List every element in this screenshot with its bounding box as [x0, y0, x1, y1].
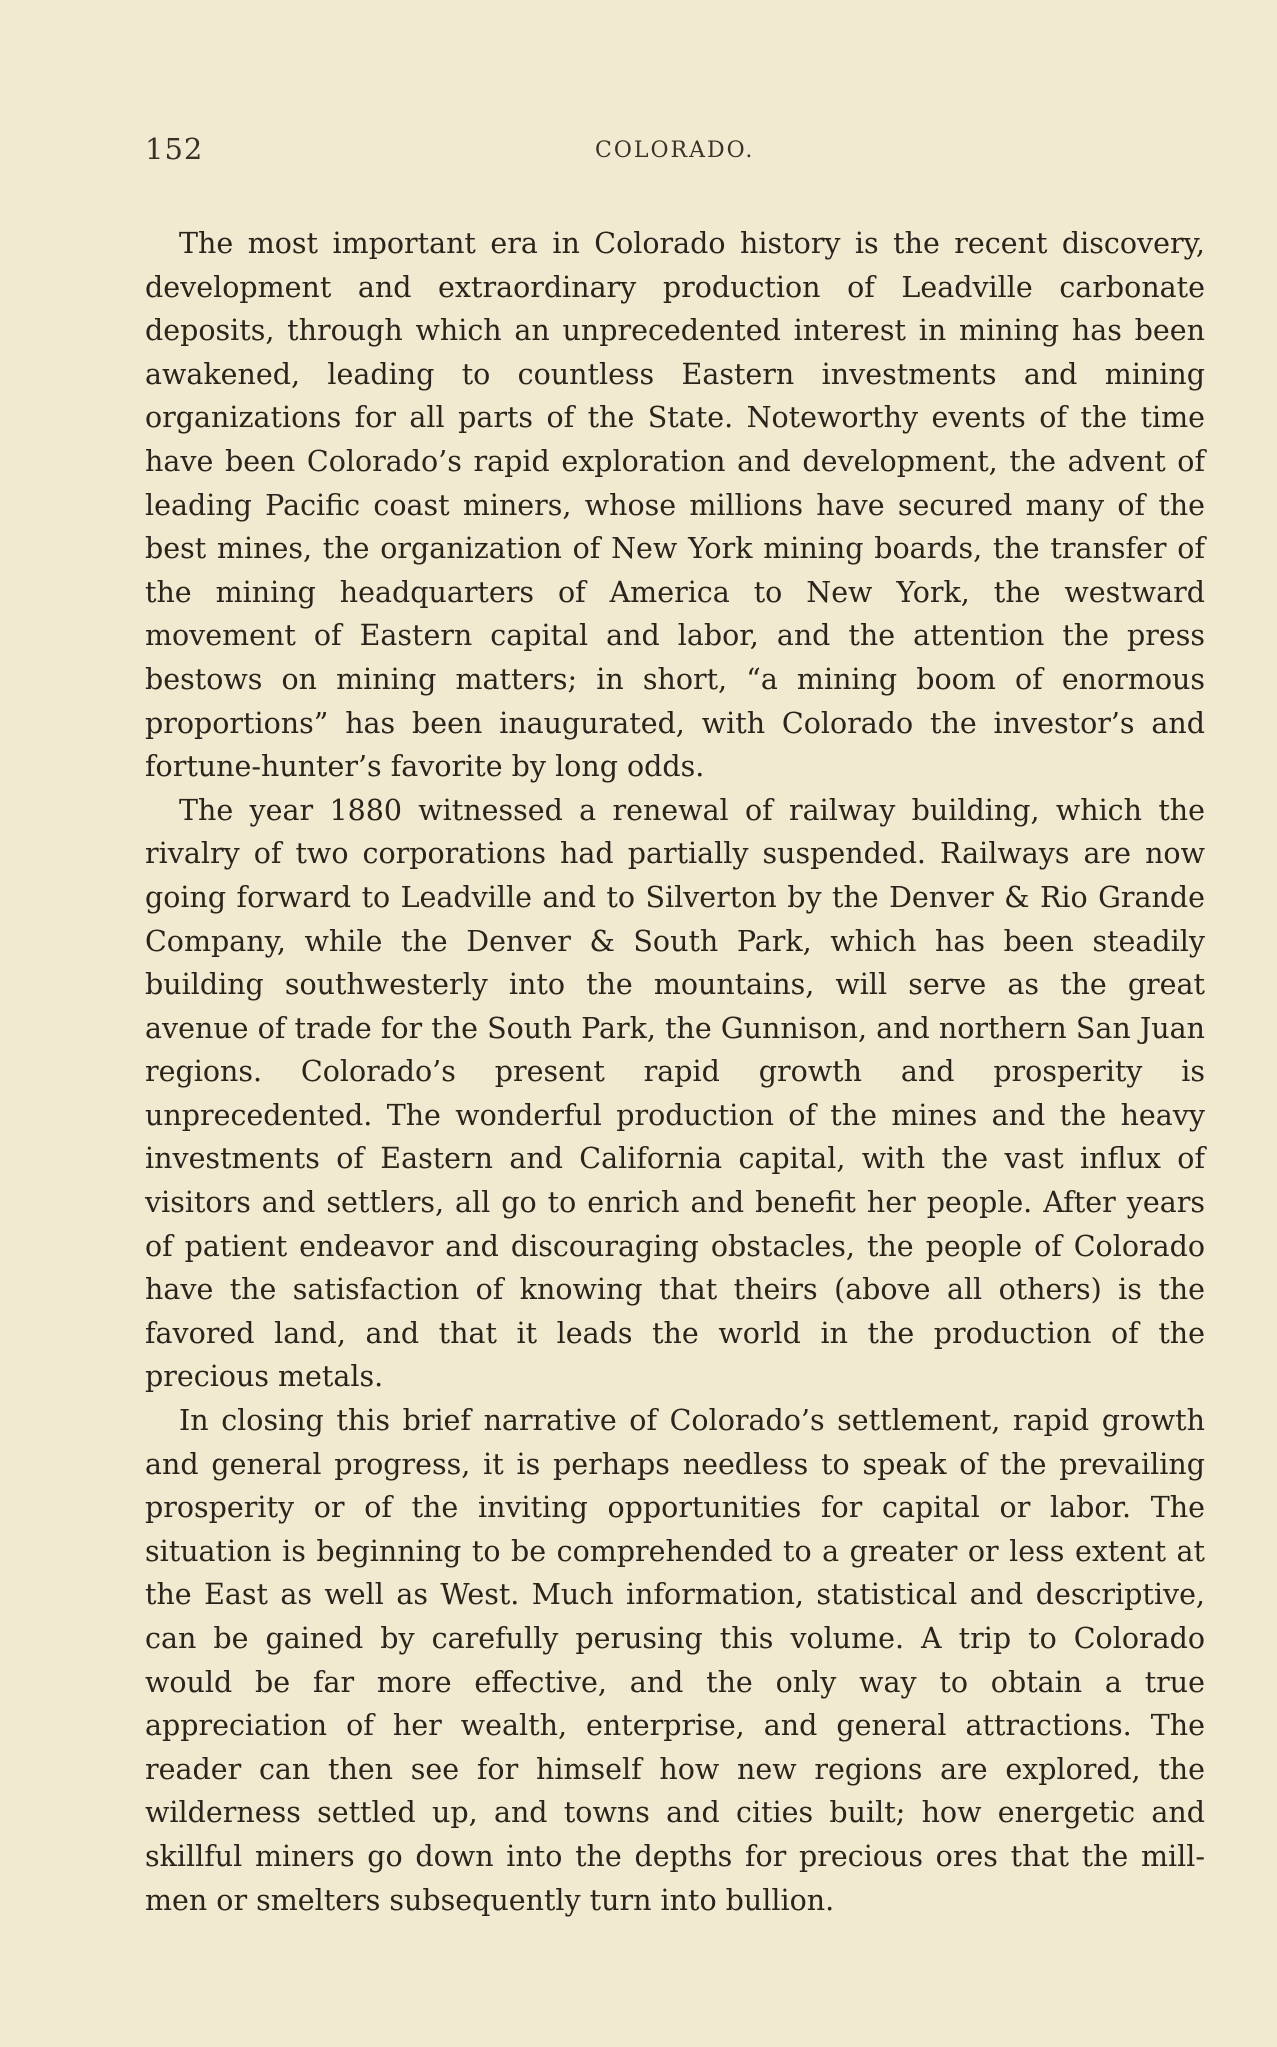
paragraph-railway-building: The year 1880 witnessed a renewal of railway building, which the rivalry of two corporations had partially suspended. Railways are now going forward to Leadville and to Silverton by the Denver & Rio Grande Company, while the Denver & South Park, which has been steadily building southwesterly into the mountains, will serve as the great avenue of trade for the South Park, the Gunnison, and northern San Juan regions. Colorado’s present rapid growth and prosperity is unprecedented. The wonderful production of the mines and the heavy investments of Eastern and California capital, with the vast influx of visitors and settlers, all go to enrich and benefit her people. After years of patient endeavor and discouraging obstacles, the people of Colorado have the satisfaction of knowing that theirs (above all others) is the favored land, and that it leads the world in the production of the precious metals. [145, 793, 1205, 1394]
body-text [145, 222, 1205, 1922]
page-header [145, 132, 1205, 172]
paragraph-leadville-era: The most important era in Colorado history is the recent discovery, development and extraordinary production of Leadville carbonate deposits, through which an unprecedented interest in mining has been awakened, leading to countless Eastern investments and mining organizations for all parts of the State. Noteworthy events of the time have been Colorado’s rapid exploration and development, the advent of leading Pacific coast miners, whose millions have secured many of the best mines, the organization of New York mining boards, the transfer of the mining headquarters of America to New York, the westward movement of Eastern capital and labor, and the attention the press bestows on mining matters; in short, “a mining boom of enormous proportions” has been inaugurated, with Colorado the investor’s and fortune-hunter’s favorite by long odds. [145, 227, 1205, 784]
running-title: COLORADO. [595, 138, 755, 163]
page-number: 152 [145, 132, 204, 166]
paragraph-closing-narrative: In closing this brief narrative of Colorado’s settlement, rapid growth and general progress, it is perhaps needless to speak of the prevailing prosperity or of the inviting opportunities for capital or labor. The situation is beginning to be comprehended to a greater or less extent at the East as well as West. Much information, statistical and descriptive, can be gained by carefully perusing this volume. A trip to Colorado would be far more effective, and the only way to obtain a true appreciation of her wealth, enterprise, and general attractions. The reader can then see for himself how new regions are explored, the wilderness settled up, and towns and cities built; how energetic and skillful miners go down into the depths for precious ores that the mill-men or smelters subsequently turn into bullion. [145, 1404, 1205, 1917]
